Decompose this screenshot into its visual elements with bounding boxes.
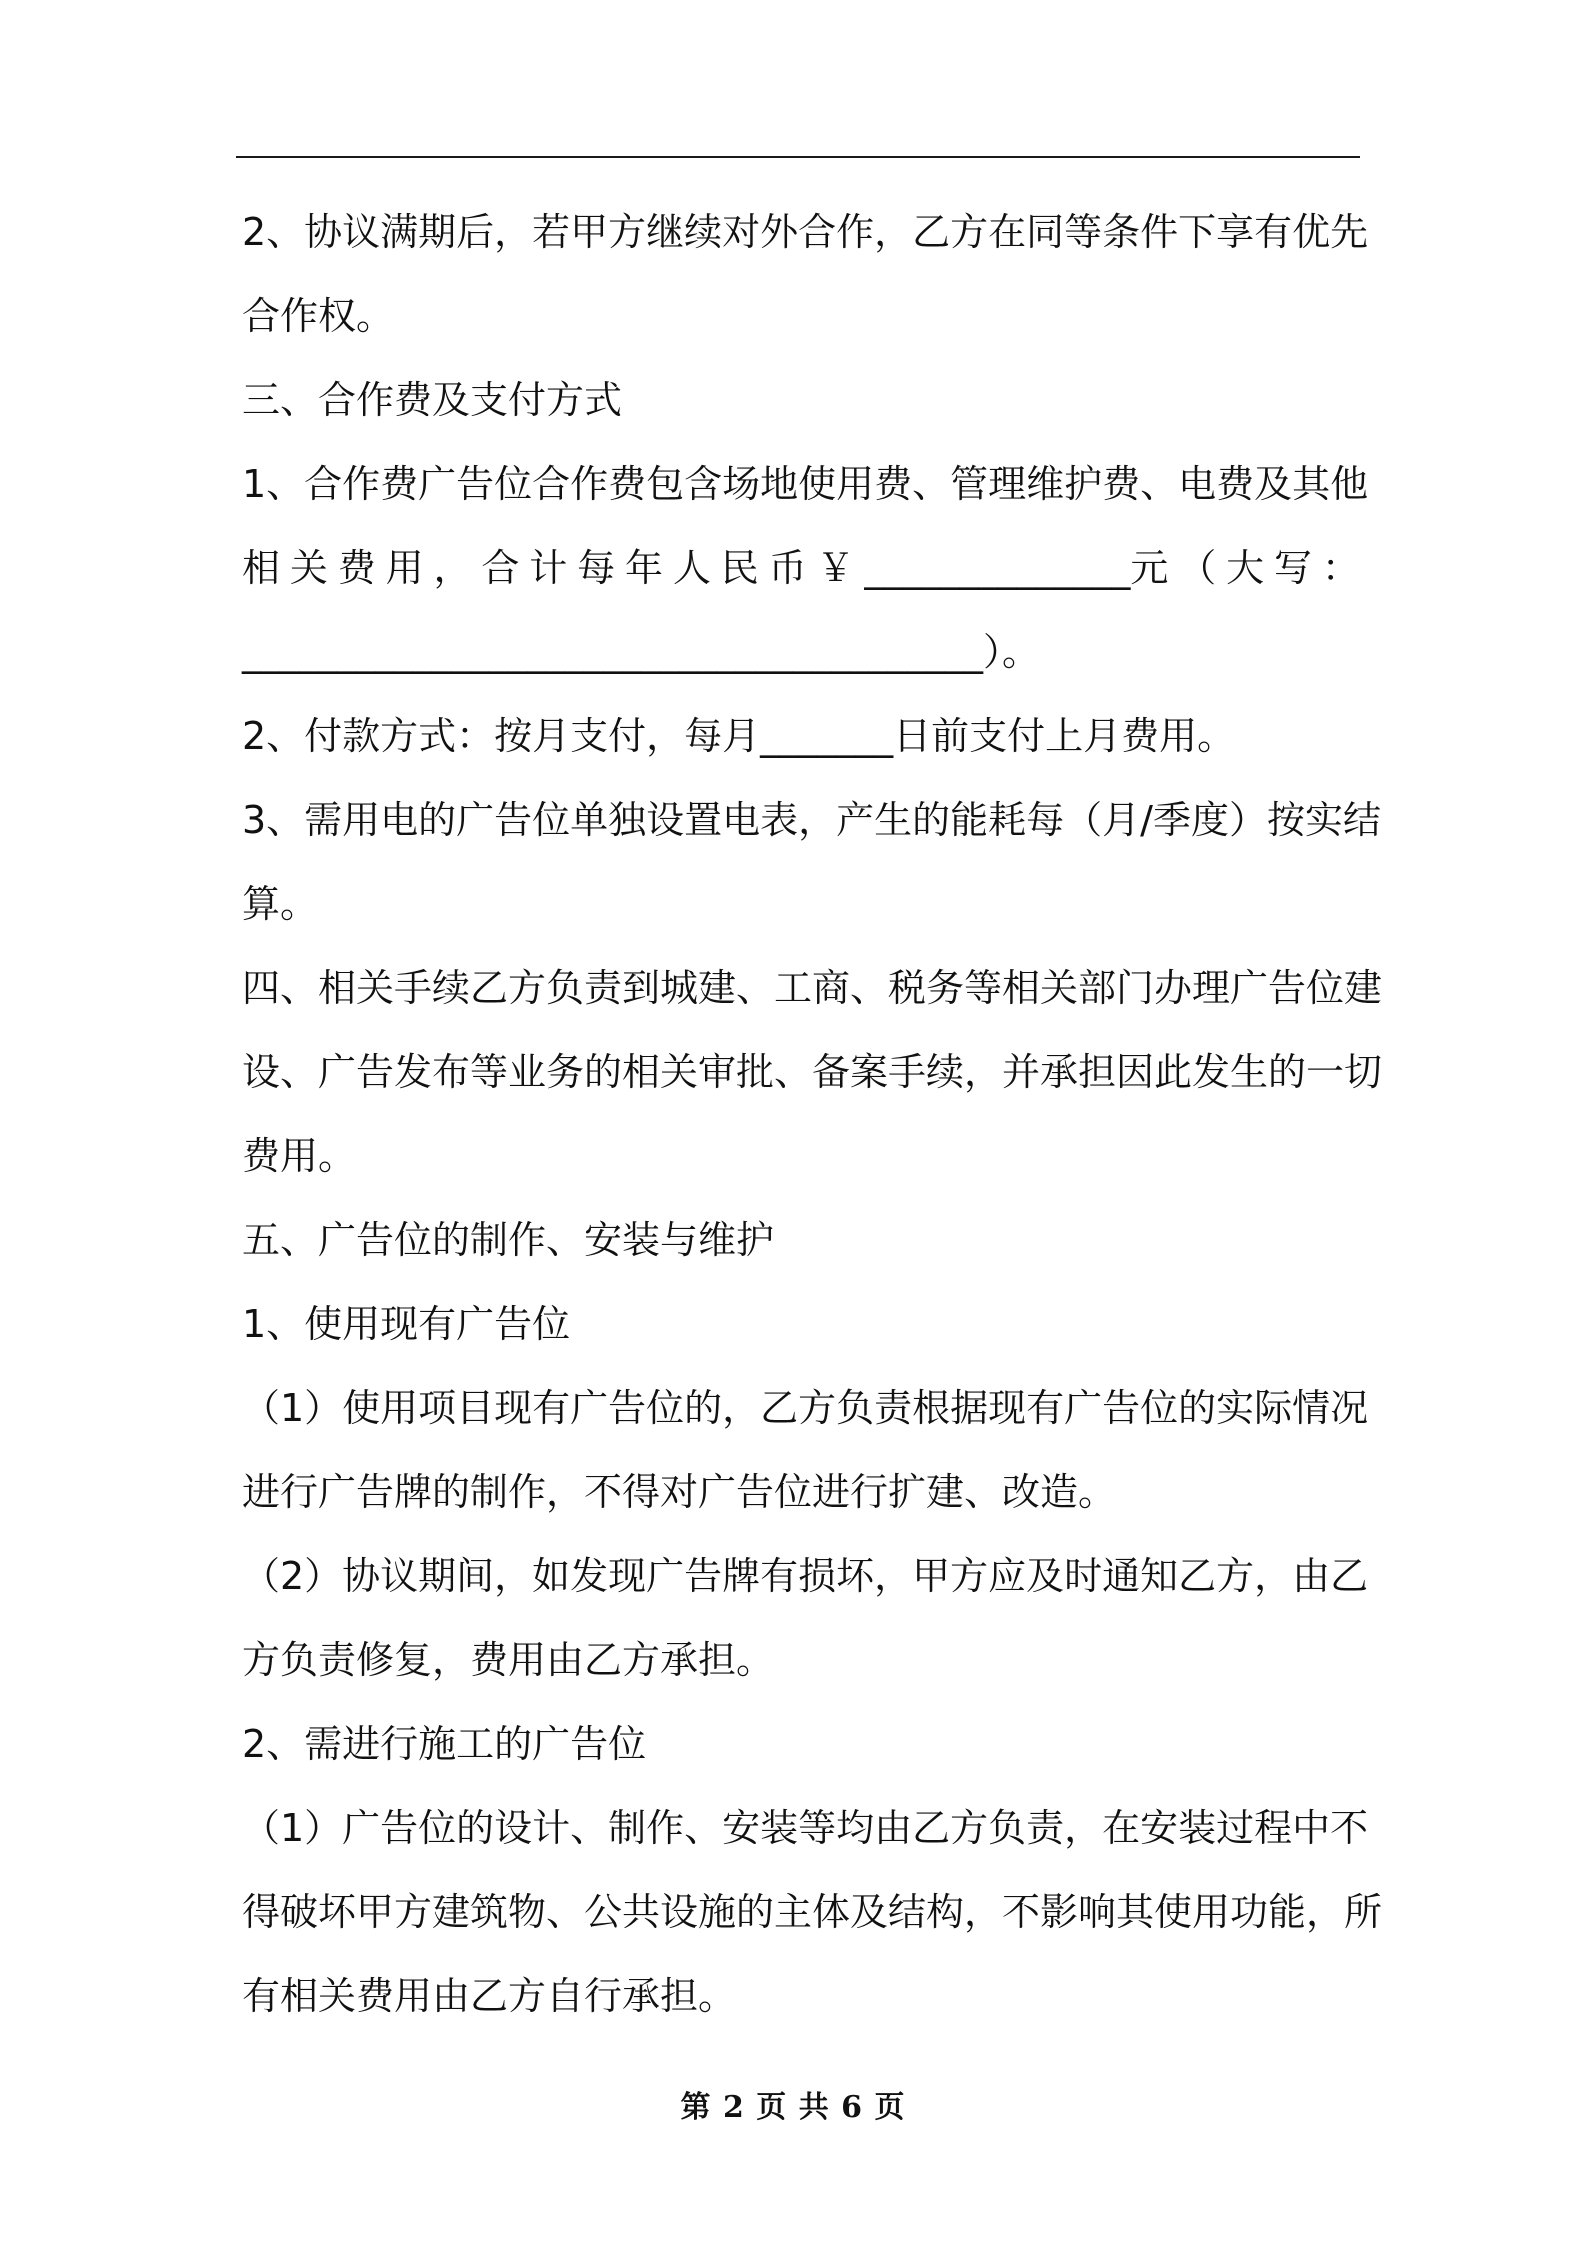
text-line-21: 得破坏甲方建筑物、公共设施的主体及结构，不影响其使用功能，所 (242, 1890, 1383, 1934)
spaced-char: 每 (577, 546, 616, 590)
section-heading-13: 五、广告位的制作、安装与维护 (242, 1218, 775, 1262)
page-number-footer: 第 2 页 共 6 页 (680, 2090, 906, 2125)
document-body (242, 190, 1383, 2038)
text-line-22: 有相关费用由乙方自行承担。 (242, 1974, 737, 2018)
spaced-char: （ (1178, 546, 1217, 590)
spaced-char: 用 (385, 546, 424, 590)
spaced-char: 写 (1274, 546, 1313, 590)
text-line-16: 进行广告牌的制作，不得对广告位进行扩建、改造。 (242, 1470, 1117, 1514)
text-line-7: 2、付款方式：按月支付，每月_______日前支付上月费用。 (242, 714, 1236, 758)
text-line-4: 1、合作费广告位合作费包含场地使用费、管理维护费、电费及其他 (242, 462, 1369, 506)
text-line-8: 3、需用电的广告位单独设置电表，产生的能耗每（月/季度）按实结 (242, 798, 1381, 842)
spaced-char: 年 (625, 546, 664, 590)
text-line-2: 合作权。 (242, 294, 395, 338)
spaced-char: 人 (672, 546, 711, 590)
text-line-19: 2、需进行施工的广告位 (242, 1722, 647, 1766)
spaced-char: ￥ (816, 546, 855, 590)
spaced-char: ： (1321, 546, 1360, 590)
text-line-17: （2）协议期间，如发现广告牌有损坏，甲方应及时通知乙方，由乙 (242, 1554, 1369, 1598)
amount-blank: ______________元 (864, 546, 1169, 590)
text-line-6: _______________________________________）。 (242, 630, 1041, 674)
spaced-char: 币 (768, 546, 807, 590)
text-line-9: 算。 (242, 882, 319, 926)
text-line-20: （1）广告位的设计、制作、安装等均由乙方负责，在安装过程中不 (242, 1806, 1369, 1850)
spaced-char: 大 (1226, 546, 1265, 590)
spaced-char: 计 (529, 546, 568, 590)
text-line-18: 方负责修复，费用由乙方承担。 (242, 1638, 775, 1682)
text-line-10: 四、相关手续乙方负责到城建、工商、税务等相关部门办理广告位建 (242, 966, 1383, 1010)
text-line-5-spaced (242, 526, 1360, 610)
text-line-11: 设、广告发布等业务的相关审批、备案手续，并承担因此发生的一切 (242, 1050, 1383, 1094)
spaced-char: 合 (481, 546, 520, 590)
text-line-15: （1）使用项目现有广告位的，乙方负责根据现有广告位的实际情况 (242, 1386, 1369, 1430)
section-heading-3: 三、合作费及支付方式 (242, 378, 623, 422)
text-line-12: 费用。 (242, 1134, 357, 1178)
spaced-char: 关 (289, 546, 328, 590)
spaced-char: ， (433, 546, 472, 590)
spaced-char: 相 (242, 546, 281, 590)
spaced-char: 费 (337, 546, 376, 590)
text-line-14: 1、使用现有广告位 (242, 1302, 571, 1346)
spaced-char: 民 (720, 546, 759, 590)
header-rule (236, 156, 1360, 158)
text-line-1: 2、协议满期后，若甲方继续对外合作，乙方在同等条件下享有优先 (242, 210, 1369, 254)
